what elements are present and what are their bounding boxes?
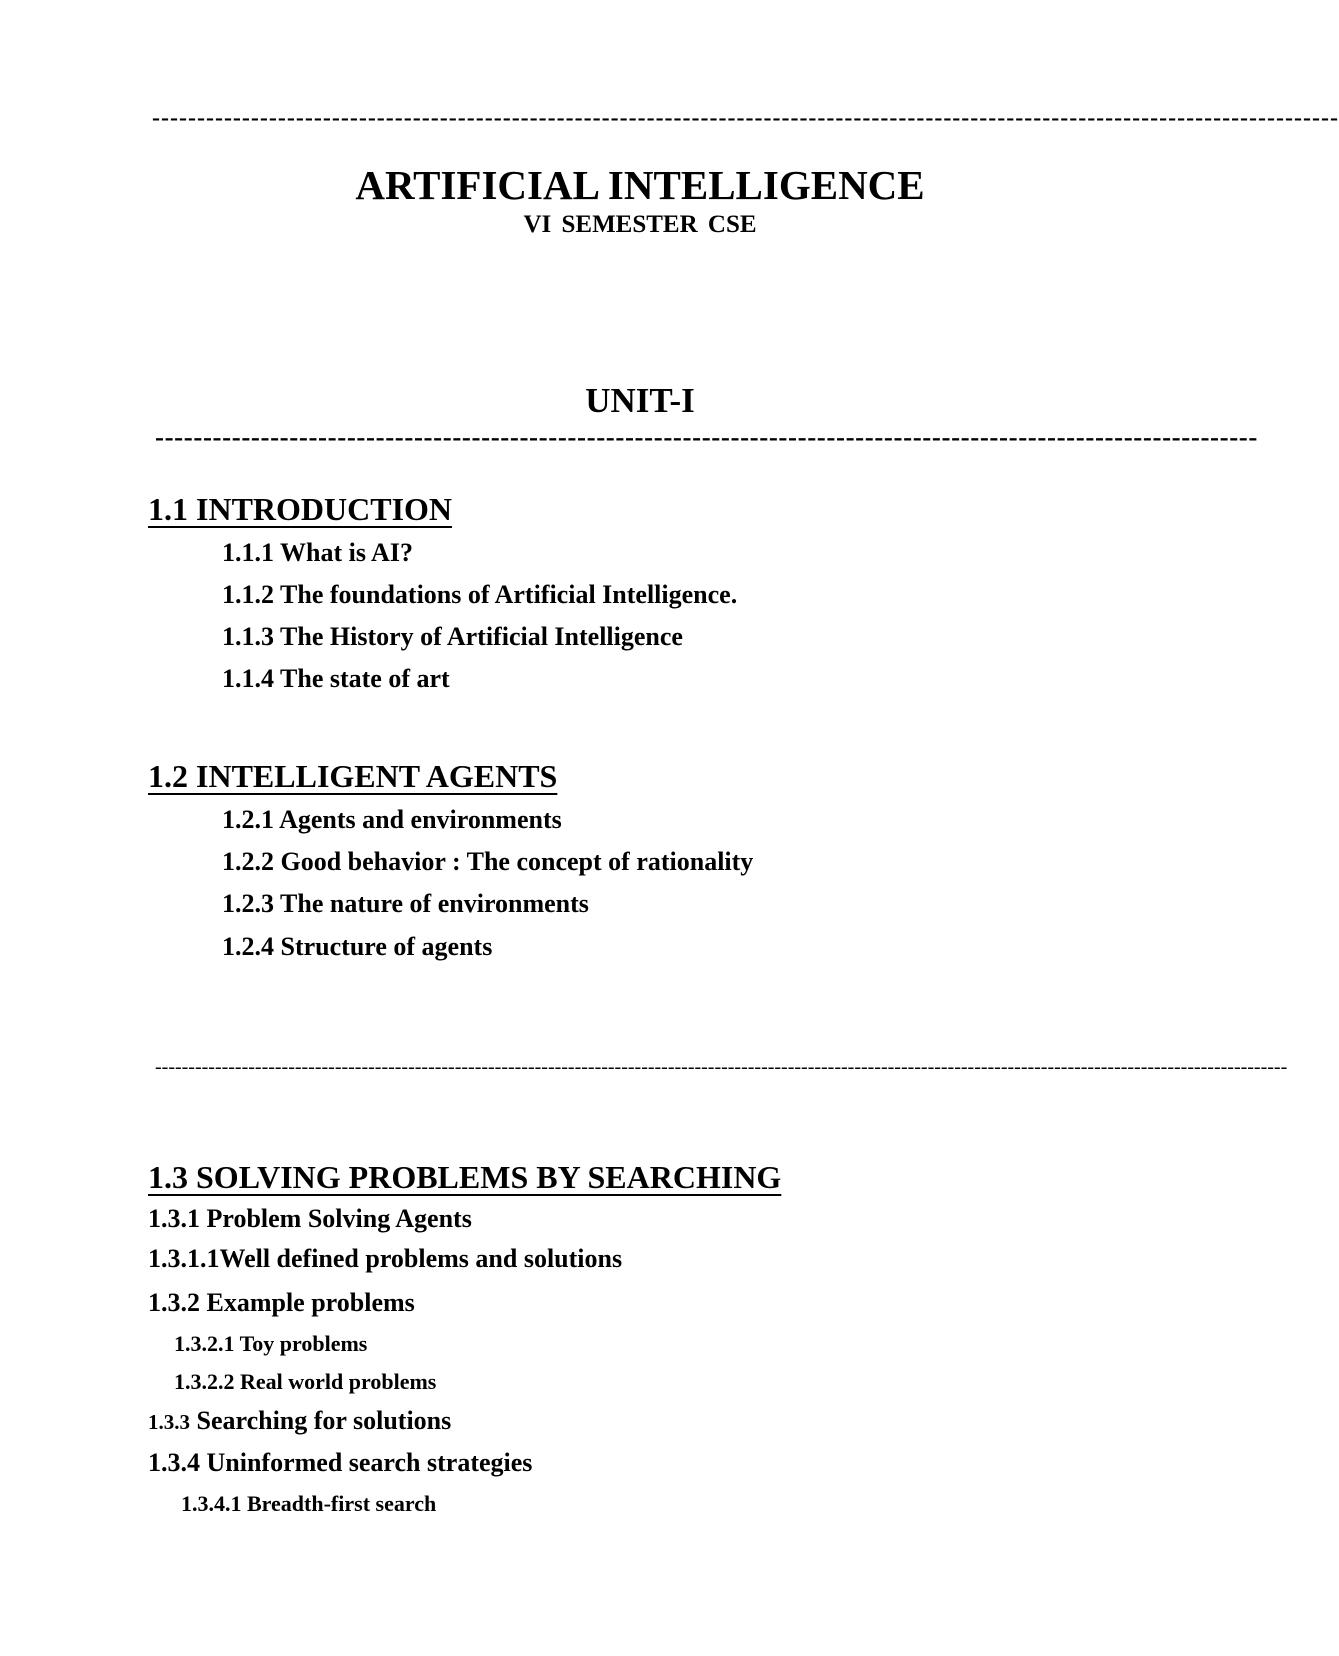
toc-item: 1.3.1 Problem Solving Agents [148,1204,472,1233]
toc-item-number: 1.3.3 [148,1410,190,1434]
separator-middle: -------------------------------------------------------------------------------------------------------------------------------------------------------------------------- [155,1056,1288,1078]
toc-item: 1.3.2.1 Toy problems [174,1331,368,1356]
toc-item: 1.1.2 The foundations of Artificial Intelligence. [222,580,738,609]
separator-unit: ------------------------------------------------------------------------------------------------------------------- [155,422,1258,452]
section-heading-introduction: 1.1 INTRODUCTION [148,491,453,527]
separator-top: ------------------------------------------------------------------------------------------------------------------------------------ [152,105,1339,131]
document-title: ARTIFICIAL INTELLIGENCE [355,162,925,208]
toc-item: 1.2.3 The nature of environments [222,889,589,918]
toc-item: 1.2.2 Good behavior : The concept of rationality [222,847,754,876]
toc-item: 1.3.2 Example problems [148,1288,415,1317]
toc-item [148,1405,451,1438]
toc-item: 1.1.1 What is AI? [222,538,413,567]
toc-item: 1.2.4 Structure of agents [222,932,493,961]
toc-item: 1.1.4 The state of art [222,664,450,693]
toc-item: 1.3.4 Uninformed search strategies [148,1448,533,1477]
toc-item: 1.2.1 Agents and environments [222,805,562,834]
toc-item: 1.3.1.1Well defined problems and solutions [148,1244,623,1273]
document-subtitle: VI SEMESTER CSE [523,211,757,238]
toc-item: 1.3.4.1 Breadth-first search [181,1491,437,1516]
toc-item: 1.1.3 The History of Artificial Intelligence [222,622,683,651]
section-heading-solving-problems: 1.3 SOLVING PROBLEMS BY SEARCHING [148,1159,782,1195]
section-heading-intelligent-agents: 1.2 INTELLIGENT AGENTS [148,758,558,794]
toc-item: 1.3.2.2 Real world problems [174,1369,437,1394]
toc-item-text: Searching for solutions [196,1406,452,1435]
unit-heading: UNIT-I [585,381,695,420]
